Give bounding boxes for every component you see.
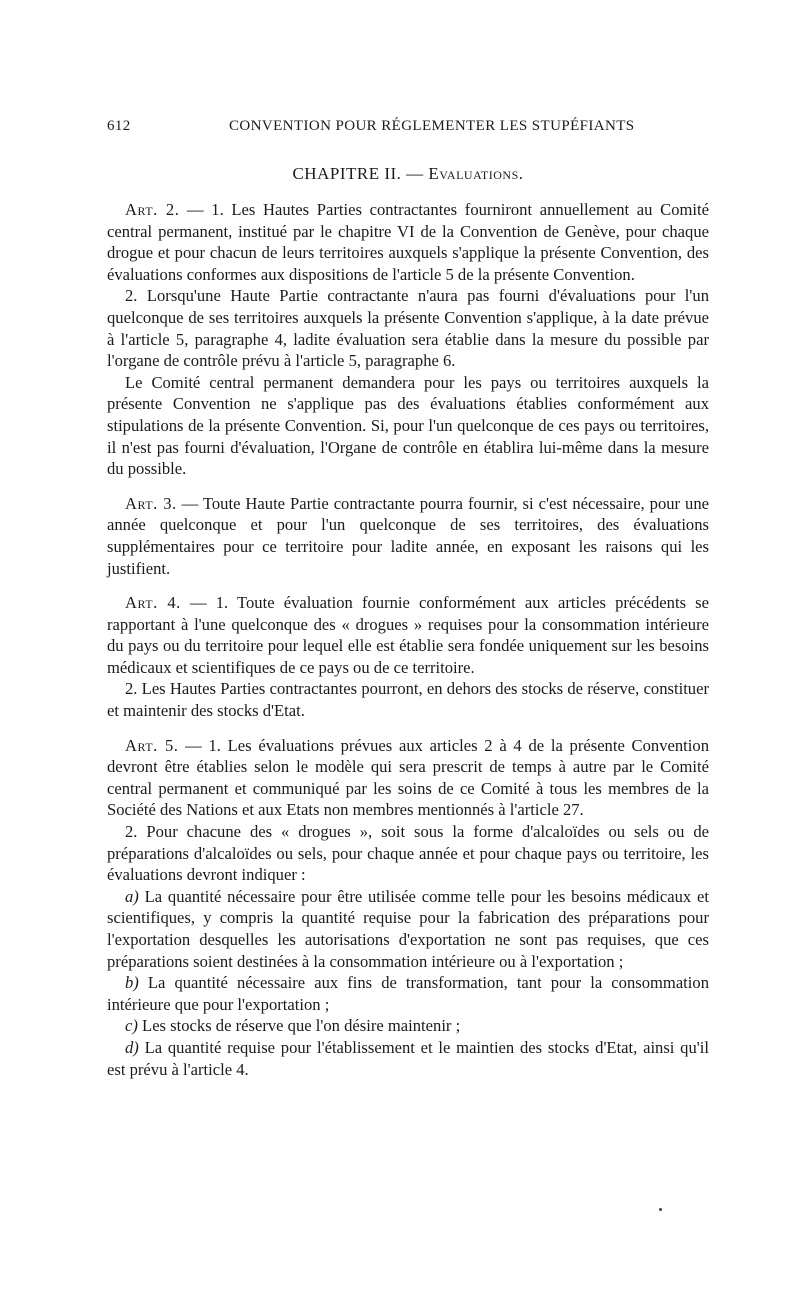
article-4-paragraph-1-text: — 1. Toute évaluation fournie conformément aux articles précédents se rapportant à l'une quelconque des « drogues » requises pour la consommation intérieure du pays ou du territoire pour lequel elle est établie sera fondée uniquement sur les besoins médicaux et scientifiques de ce pays ou de ce territoire. [107,593,709,677]
item-marker-c: c) [125,1016,138,1036]
article-3-label: Art. 3. [125,493,177,513]
item-text-d: La quantité requise pour l'établissement et le maintien des stocks d'Etat, ainsi qu'il est prévu à l'article 4. [107,1037,709,1079]
item-marker-b: b) [125,973,139,993]
page-number: 612 [107,118,131,134]
article-5-paragraph-1 [107,735,709,821]
chapter-number: CHAPITRE II. — [292,164,429,183]
running-header [107,118,709,140]
article-5-item-c [107,1015,709,1037]
article-3-paragraph [107,493,709,579]
article-4-label: Art. 4. [125,593,181,613]
article-2-paragraph-3: Le Comité central permanent demandera pour les pays ou territoires auxquels la présente Convention ne s'applique pas des évaluations établies conformément aux stipulations de la présente Convention. Si, pour l'un quelconque de ces pays ou territoires, il n'est pas fourni d'évaluation, l'Organe de contrôle en établira lui-même dans la mesure du possible. [107,372,709,479]
item-text-c: Les stocks de réserve que l'on désire maintenir ; [137,1016,461,1036]
item-text-b: La quantité nécessaire aux fins de transformation, tant pour la consommation intérieure que pour l'exportation ; [107,973,709,1014]
running-title: CONVENTION POUR RÉGLEMENTER LES STUPÉFIANTS [229,118,635,134]
article-2-paragraph-2: 2. Lorsqu'une Haute Partie contractante n'aura pas fourni d'évaluations pour l'un quelconque de ses territoires auxquels la présente Convention s'applique, à la date prévue à l'article 5, paragraphe 4, ladite évaluation sera établie dans la mesure du possible par l'organe de contrôle prévu à l'article 5, paragraphe 6. [107,286,709,371]
article-5-paragraph-1-text: — 1. Les évaluations prévues aux articles 2 à 4 de la présente Convention devront être établies selon le modèle qui sera prescrit de temps à autre par le Comité central permanent et communiqué par les soins de ce Comité à tous les membres de la Société des Nations et aux Etats non membres mentionnés à l'article 27. [107,735,709,820]
article-5-label: Art. 5. [125,735,179,755]
article-5-item-b [107,972,709,1015]
article-4-paragraph-2: 2. Les Hautes Parties contractantes pourront, en dehors des stocks de réserve, constituer et maintenir des stocks d'Etat. [107,679,709,721]
item-marker-d: d) [125,1037,139,1057]
item-text-a: La quantité nécessaire pour être utilisée comme telle pour les besoins médicaux et scientifiques, y compris la quantité requise pour la fabrication des préparations pour l'exportation desquelles les autorisations d'exportation ne sont pas requises, que ces préparations soient destinées à la consommation intérieure ou à l'exportation ; [107,886,709,971]
chapter-heading [107,164,709,184]
article-5-item-a [107,886,709,972]
article-2-paragraph-1-text: — 1. Les Hautes Parties contractantes fourniront annuellement au Comité central permanent, institué par le chapitre VI de la Convention de Genève, pour chaque drogue et pour chacun de leurs territoires auxquels s'applique la présente Convention, des évaluations conformes aux dispositions de l'article 5 de la présente Convention. [107,200,709,284]
article-2-label: Art. 2. [125,200,180,219]
article-5-item-d [107,1037,709,1080]
article-3-text: — Toute Haute Partie contractante pourra fournir, si c'est nécessaire, pour une année quelconque et pour l'un quelconque de ses territoires, des évaluations supplémentaires pour ce territoire pour ladite année, en exposant les raisons qui les justifient. [107,493,709,578]
article-5-paragraph-2: 2. Pour chacune des « drogues », soit sous la forme d'alcaloïdes ou sels ou de préparations d'alcaloïdes ou sels, pour chaque année et pour chaque pays ou territoire, les évaluations devront indiquer : [107,822,709,885]
item-marker-a: a) [125,886,139,906]
chapter-title: Evaluations. [428,164,524,183]
article-2-paragraph-1 [107,199,709,285]
print-speck [659,1208,662,1211]
document-body [107,199,709,1080]
article-4-paragraph-1 [107,592,709,678]
